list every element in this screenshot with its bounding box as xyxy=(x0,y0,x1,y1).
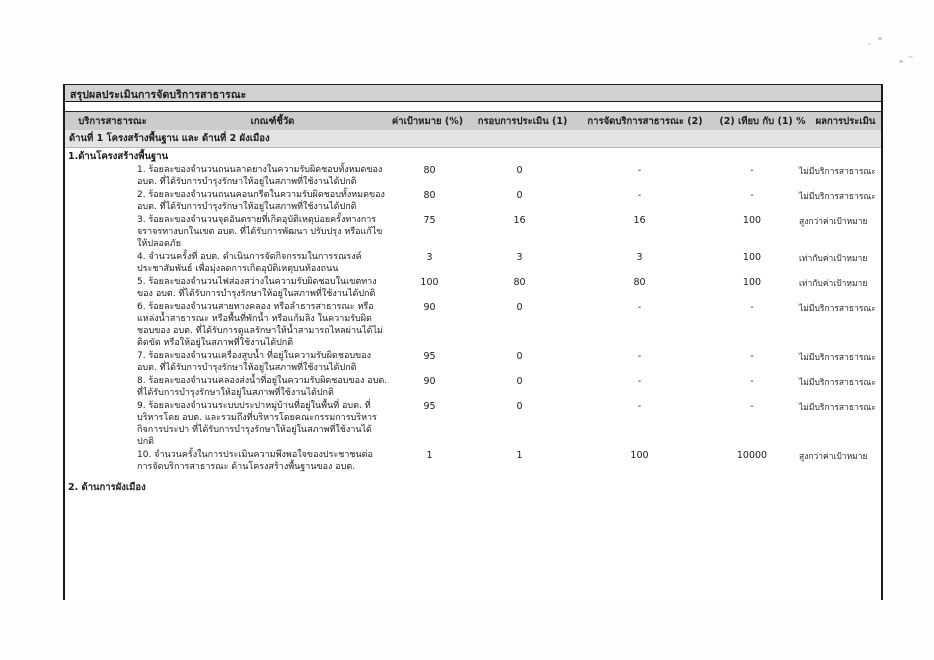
comparison-percent: - xyxy=(750,165,754,176)
table-row xyxy=(65,189,881,213)
service-provided-value: 3 xyxy=(636,252,643,263)
evaluation-result: ไม่มีบริการสาธารณะ xyxy=(799,353,876,363)
assessment-frame-value: 0 xyxy=(516,190,523,201)
assessment-frame-value: 1 xyxy=(516,450,523,461)
service-provided-value: - xyxy=(637,401,642,412)
comparison-percent: - xyxy=(750,351,754,362)
col-header-target: ค่าเป้าหมาย (%) xyxy=(391,116,464,127)
assessment-frame-value: 3 xyxy=(516,252,523,263)
service-provided-value: - xyxy=(637,351,642,362)
indicator-cell: 3. ร้อยละของจำนวนจุดอันตรายที่เกิดอุบัติเหตุบ่อยครั้งทางการจราจรทางบกในเขต อบต. ที่ได้รับการพัฒนา ปรับปรุง หรือแก้ไขให้ปลอดภัย xyxy=(137,215,383,249)
evaluation-result: ไม่มีบริการสาธารณะ xyxy=(799,167,876,177)
indicator-cell: 8. ร้อยละของจำนวนคลองส่งน้ำที่อยู่ในความรับผิดชอบของ อบต. ที่ได้รับการบำรุงรักษาให้อยู่ในสภาพที่ใช้งานได้ปกติ xyxy=(137,376,388,398)
evaluation-result: ไม่มีบริการสาธารณะ xyxy=(799,403,876,413)
comparison-percent: - xyxy=(750,302,754,313)
comparison-percent: - xyxy=(750,190,754,201)
assessment-frame-value: 16 xyxy=(513,215,526,226)
target-value: 1 xyxy=(426,450,433,461)
table-header-row xyxy=(65,111,881,130)
col-header-comparison: (2) เทียบ กับ (1) % xyxy=(719,116,806,127)
evaluation-result: สูงกว่าค่าเป้าหมาย xyxy=(799,452,868,462)
comparison-percent: 100 xyxy=(742,252,762,263)
evaluation-result: ไม่มีบริการสาธารณะ xyxy=(799,304,876,314)
indicator-cell: 1. ร้อยละของจำนวนถนนลาดยางในความรับผิดชอบทั้งหมดของ อบต. ที่ได้รับการบำรุงรักษาให้อยู่ในสภาพที่ใช้งานได้ปกติ xyxy=(137,165,383,187)
evaluation-result: ไม่มีบริการสาธารณะ xyxy=(799,378,876,388)
table-row xyxy=(65,350,881,374)
indicator-cell: 6. ร้อยละของจำนวนสายทางคลอง หรือลำธารสาธารณะ หรือแหล่งน้ำสาธารณะ หรือพื้นที่พักน้ำ หรือแก้มลิง ในความรับผิดชอบของ อบต. ที่ได้รับการดูแลรักษาให้น้ำสามารถไหลผ่านได้ไม่ติดขัด หรือให้อยู่ในสภาพที่ใช้งานได้ปกติ xyxy=(137,302,383,348)
assessment-frame-value: 0 xyxy=(516,165,523,176)
comparison-percent: - xyxy=(750,376,754,387)
assessment-frame-value: 80 xyxy=(513,277,526,288)
service-provided-value: 80 xyxy=(633,277,646,288)
target-value: 95 xyxy=(423,351,436,362)
service-provided-value: 100 xyxy=(630,450,649,461)
target-value: 80 xyxy=(423,190,436,201)
table-row xyxy=(65,214,881,250)
col-header-public-service: บริการสาธารณะ xyxy=(78,116,147,127)
table-row xyxy=(65,276,881,300)
service-provided-value: - xyxy=(637,302,642,313)
target-value: 100 xyxy=(420,277,439,288)
indicator-cell: 7. ร้อยละของจำนวนเครื่องสูบน้ำ ที่อยู่ในความรับผิดชอบของ อบต. ที่ได้รับการบำรุงรักษาให้อยู่ในสภาพที่ใช้งานได้ปกติ xyxy=(137,351,372,373)
scan-artifact xyxy=(899,60,903,63)
table-row xyxy=(65,301,881,349)
section-heading-city-planning: 2. ด้านการผังเมือง xyxy=(65,479,881,495)
table-subheader: ด้านที่ 1 โครงสร้างพื้นฐาน และ ด้านที่ 2 ผังเมือง xyxy=(65,130,881,148)
scan-artifact xyxy=(878,37,882,40)
table-row xyxy=(65,164,881,188)
evaluation-result: เท่ากับค่าเป้าหมาย xyxy=(799,254,868,264)
service-provided-value: - xyxy=(637,190,642,201)
assessment-frame-value: 0 xyxy=(516,351,523,362)
table-title: สรุปผลประเมินการจัดบริการสาธารณะ xyxy=(65,85,881,102)
col-header-result: ผลการประเมิน xyxy=(815,116,876,127)
comparison-percent: 100 xyxy=(742,277,762,288)
comparison-percent: 100 xyxy=(742,215,762,226)
evaluation-table xyxy=(63,84,883,600)
assessment-frame-value: 0 xyxy=(516,401,523,412)
service-provided-value: - xyxy=(637,376,642,387)
table-row xyxy=(65,400,881,448)
target-value: 90 xyxy=(423,302,436,313)
evaluation-result: สูงกว่าค่าเป้าหมาย xyxy=(799,217,868,227)
evaluation-result: เท่ากับค่าเป้าหมาย xyxy=(799,279,868,289)
target-value: 3 xyxy=(426,252,433,263)
target-value: 80 xyxy=(423,165,436,176)
table-row xyxy=(65,251,881,275)
target-value: 95 xyxy=(423,401,436,412)
target-value: 75 xyxy=(423,215,436,226)
col-header-service-provided: การจัดบริการสาธารณะ (2) xyxy=(587,116,703,127)
indicator-cell: 4. จำนวนครั้งที่ อบต. ดำเนินการจัดกิจกรรมในการรณรงค์ประชาสัมพันธ์ เพื่อมุ่งลดการเกิดอุบัติเหตุบนท้องถนน xyxy=(137,252,362,274)
assessment-frame-value: 0 xyxy=(516,302,523,313)
indicator-cell: 9. ร้อยละของจำนวนระบบประปาหมู่บ้านที่อยู่ในพื้นที่ อบต. ที่บริหารโดย อบต. และรวมถึงที่บริหารโดยคณะกรรมการบริหารกิจการประปา ที่ได้รับการบำรุงรักษาให้อยู่ในสภาพที่ใช้งานได้ปกติ xyxy=(137,401,377,447)
table-row xyxy=(65,375,881,399)
scan-artifact xyxy=(908,56,913,58)
service-provided-value: 16 xyxy=(633,215,646,226)
section-heading-infrastructure: 1.ด้านโครงสร้างพื้นฐาน xyxy=(65,148,881,164)
spacer xyxy=(65,102,881,111)
target-value: 90 xyxy=(423,376,436,387)
comparison-percent: - xyxy=(750,401,754,412)
col-header-indicator: เกณฑ์ชี้วัด xyxy=(250,116,295,127)
indicator-cell: 2. ร้อยละของจำนวนถนนคอนกรีตในความรับผิดชอบทั้งหมดของ อบต. ที่ได้รับการบำรุงรักษาให้อยู่ในสภาพที่ใช้งานได้ปกติ xyxy=(137,190,385,212)
comparison-percent: 10000 xyxy=(736,450,768,461)
col-header-assessment-frame: กรอบการประเมิน (1) xyxy=(477,116,568,127)
assessment-frame-value: 0 xyxy=(516,376,523,387)
indicator-cell: 5. ร้อยละของจำนวนไฟส่องสว่างในความรับผิดชอบในเขตทางของ อบต. ที่ได้รับการบำรุงรักษาให้อยู่ในสภาพที่ใช้งานได้ปกติ xyxy=(137,277,377,299)
scan-artifact xyxy=(868,43,871,45)
table-row xyxy=(65,449,881,473)
indicator-cell: 10. จำนวนครั้งในการประเมินความพึงพอใจของประชาชนต่อการจัดบริการสาธารณะ ด้านโครงสร้างพื้นฐานของ อบต. xyxy=(137,450,373,472)
service-provided-value: - xyxy=(637,165,642,176)
evaluation-result: ไม่มีบริการสาธารณะ xyxy=(799,192,876,202)
